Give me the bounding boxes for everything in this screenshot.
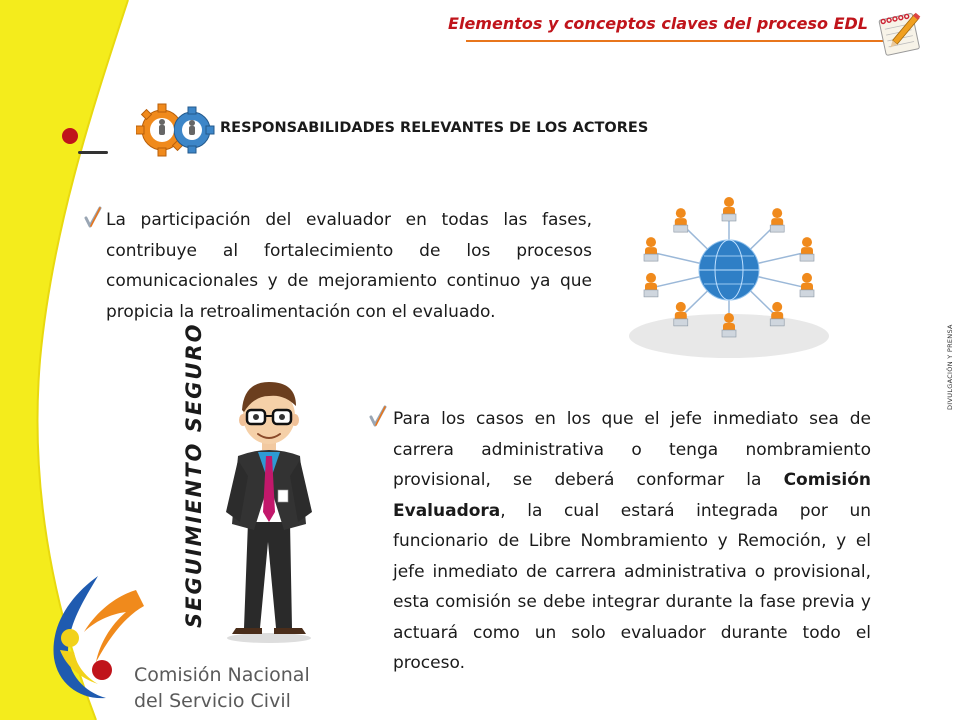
section-heading: RESPONSABILIDADES RELEVANTES DE LOS ACTORES xyxy=(220,120,649,136)
paragraph-2-part-1: Para los casos en los que el jefe inmediato sea de carrera administrativa o tenga nombramiento provisional, se deberá conformar la xyxy=(393,409,871,490)
paragraph-2-part-2: , la cual estará integrada por un funcionario de Libre Nombramiento y Remoción, y el jefe inmediato de carrera administrativa o provisional, esta comisión se debe integrar durante la fase previa y actuará como un solo evaluador durante todo el proceso. xyxy=(393,500,871,673)
network-person-figure xyxy=(800,273,814,297)
network-person-figure xyxy=(770,208,784,232)
notebook-pencil-icon xyxy=(874,8,928,58)
checkmark-bullet-icon xyxy=(369,405,387,427)
network-person-figure xyxy=(674,208,688,232)
gears-people-icon xyxy=(136,100,216,160)
header-title: Elementos y conceptos claves del proceso EDL xyxy=(448,14,868,33)
heading-dash xyxy=(78,151,108,154)
side-label-divulgacion: DIVULGACIÓN Y PRENSA xyxy=(946,324,954,410)
network-person-figure xyxy=(770,302,784,326)
network-person-figure xyxy=(722,197,736,221)
businessman-illustration xyxy=(214,372,324,644)
red-dot-marker xyxy=(62,128,78,144)
network-person-figure xyxy=(644,273,658,297)
paragraph-evaluator-participation: La participación del evaluador en todas las fases, contribuye al fortalecimiento de los procesos comunicacionales y de mejoramiento continuo ya que propicia la retroalimentación con el evaluado. xyxy=(106,210,592,322)
header-rule xyxy=(466,40,884,42)
cnsc-logo-icon xyxy=(40,566,144,706)
logo-text-line-1: Comisión Nacional xyxy=(134,664,310,686)
network-people-illustration xyxy=(624,186,834,366)
paragraph-comision-evaluadora xyxy=(393,404,871,679)
logo-text-line-2: del Servicio Civil xyxy=(134,690,291,712)
network-person-figure xyxy=(800,237,814,261)
network-person-figure xyxy=(674,302,688,326)
checkmark-bullet-icon xyxy=(84,206,102,228)
seguimiento-seguro-label: SEGUIMIENTO SEGURO xyxy=(182,322,206,628)
network-person-figure xyxy=(644,237,658,261)
comision-evaluadora-term: Comisión Evaluadora xyxy=(393,470,871,521)
